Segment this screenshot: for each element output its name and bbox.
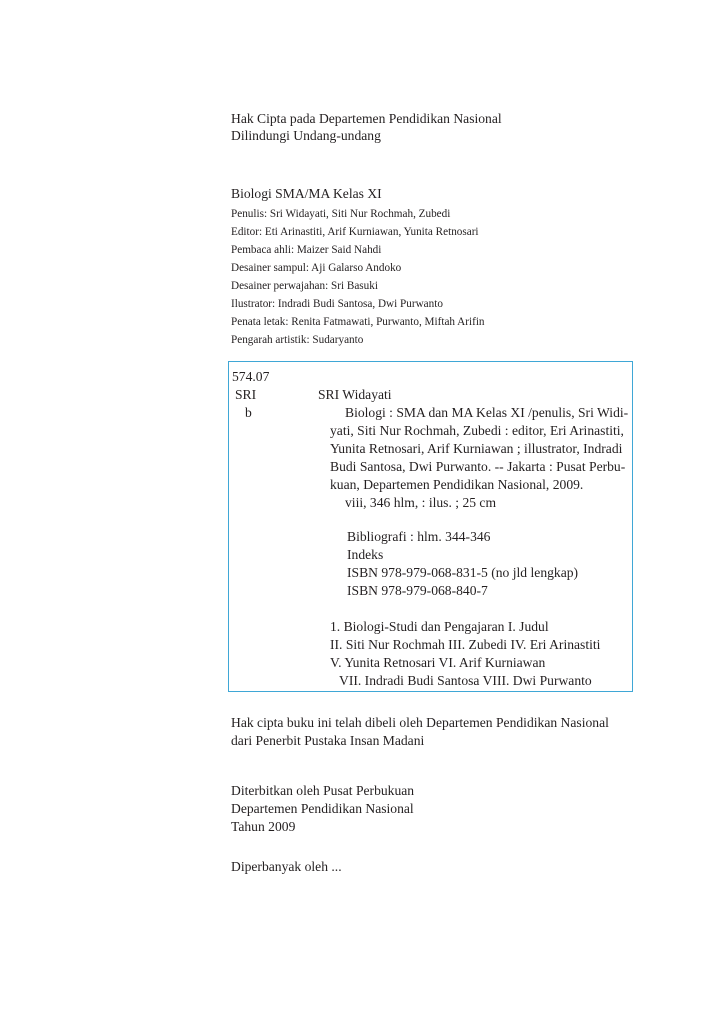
credit-layout-designer: Desainer perwajahan: Sri Basuki [231,280,378,292]
catalog-in-publication-box [228,361,633,692]
publisher-line-2: Departemen Pendidikan Nasional [231,801,414,816]
credit-expert-reader: Pembaca ahli: Maizer Said Nahdi [231,244,382,256]
catalog-subject-line: V. Yunita Retnosari VI. Arif Kurniawan [330,655,546,670]
credit-art-director: Pengarah artistik: Sudaryanto [231,334,364,346]
publisher-year: Tahun 2009 [231,819,296,834]
copyright-line-2: Dilindungi Undang-undang [231,128,381,143]
catalog-author: SRI Widayati [318,387,392,402]
catalog-description-line: Biologi : SMA dan MA Kelas XI /penulis, Sri Widi- [345,405,629,420]
credit-cover-designer: Desainer sampul: Aji Galarso Andoko [231,262,402,274]
book-title: Biologi SMA/MA Kelas XI [231,186,382,201]
catalog-subject-line: II. Siti Nur Rochmah III. Zubedi IV. Eri Arinastiti [330,637,601,652]
catalog-description-line: kuan, Departemen Pendidikan Nasional, 2009. [330,477,584,492]
catalog-description-line: Budi Santosa, Dwi Purwanto. -- Jakarta : Pusat Perbu- [330,459,626,474]
credit-editors: Editor: Eti Arinastiti, Arif Kurniawan, Yunita Retnosari [231,226,479,238]
catalog-description-line: Yunita Retnosari, Arif Kurniawan ; illustrator, Indradi [330,441,623,456]
credit-authors: Penulis: Sri Widayati, Siti Nur Rochmah, Zubedi [231,208,451,220]
credit-illustrators: Ilustrator: Indradi Budi Santosa, Dwi Purwanto [231,298,443,310]
catalog-isbn: ISBN 978-979-068-831-5 (no jld lengkap) [347,565,579,580]
reproduced-by: Diperbanyak oleh ... [231,859,342,874]
catalog-physical-description: viii, 346 hlm, : ilus. ; 25 cm [345,495,497,510]
call-number: 574.07 [232,369,270,384]
catalog-description-line: yati, Siti Nur Rochmah, Zubedi : editor, Eri Arinastiti, [330,423,624,438]
purchase-line-2: dari Penerbit Pustaka Insan Madani [231,733,425,748]
purchase-line-1: Hak cipta buku ini telah dibeli oleh Departemen Pendidikan Nasional [231,715,609,730]
catalog-isbn: ISBN 978-979-068-840-7 [347,583,488,598]
catalog-subject-line: VII. Indradi Budi Santosa VIII. Dwi Purwanto [339,673,592,688]
credit-typesetters: Penata letak: Renita Fatmawati, Purwanto, Miftah Arifin [231,316,485,328]
catalog-subject-line: 1. Biologi-Studi dan Pengajaran I. Judul [330,619,549,634]
copyright-line-1: Hak Cipta pada Departemen Pendidikan Nasional [231,111,502,126]
publisher-line-1: Diterbitkan oleh Pusat Perbukuan [231,783,415,798]
call-author-code: SRI [235,387,257,402]
catalog-note: Bibliografi : hlm. 344-346 [347,529,491,544]
call-work-code: b [245,405,252,420]
catalog-note: Indeks [347,547,384,562]
